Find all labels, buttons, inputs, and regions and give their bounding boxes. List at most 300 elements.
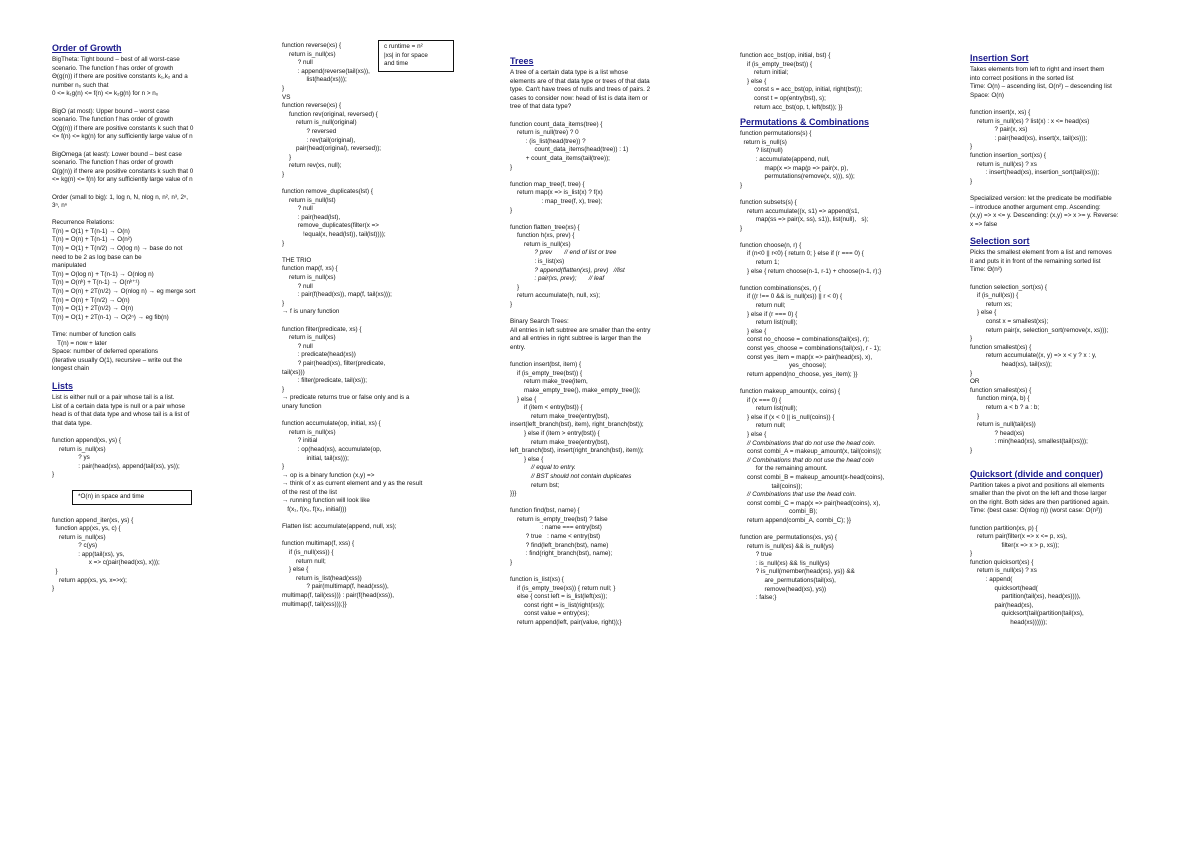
text-line: All entries in left subtree are smaller than the entry [510,326,651,334]
text-line: combi_B); [740,508,818,516]
text-line: return is_list(head(xss)) [282,574,362,582]
lists-heading: Lists [52,380,74,391]
text-line [282,412,482,421]
text-line: tail(xs))) [282,368,305,376]
text-line: and all entries in right subtree is larger than the [510,335,642,343]
text-line: scenario. The function f has order of growth [52,159,174,167]
text-line: Space: number of deferred operations [52,348,159,356]
text-line: function accumulate(op, initial, xs) { [282,420,381,428]
text-line: } [510,558,513,566]
text-line: : pair(xs, prev); // leaf [510,275,605,283]
text-line: Time: number of function calls [52,331,136,338]
text-line: and time [384,60,409,68]
text-line: function h(xs, prev) { [510,232,575,240]
text-line: return is_null(xs) [282,334,336,342]
text-line: return bst; [510,481,560,489]
text-line: function app(xs, ys, c) { [52,525,121,533]
text-line [970,186,1165,195]
text-line: ? c(ys) [52,542,98,550]
text-line: BigTheta: Tight bound – best of all worst-case [52,56,180,63]
text-line: OR [970,378,980,386]
text-line: } [740,181,743,189]
text-line: T(n) = O(1) + 2T(n-1) → O(2ⁿ) → eg fib(n) [52,313,169,321]
text-line: } else { [510,395,537,403]
text-line: return map(x => is_list(x) ? f(x) [510,189,603,197]
text-line: function insertion_sort(xs) { [970,151,1046,159]
text-line: 3ⁿ, nⁿ [52,202,68,210]
text-line: BigO (at most): Upper bound – worst case [52,107,170,115]
text-line [510,112,705,121]
text-line: head(xs)))))); [970,619,1047,627]
text-line: remove(head(xs), ys)) [740,585,827,593]
text-line: smaller than the pivot on the left and those larger [970,490,1107,498]
text-line: const yes_item = map(x => pair(head(xs), x), [740,353,873,361]
text-line: const combi_C = map(x => pair(head(coins), x), [740,499,881,507]
text-line: return is_null(original) [282,119,357,127]
text-line: Flatten list: accumulate(append, null, xs); [282,523,397,531]
text-line: pair(head(original), reversed)); [282,145,382,153]
text-line: multimap(f, tail(xss))) : pair(f(head(xss)), [282,592,394,599]
text-line: function reverse(xs) { [282,102,342,110]
text-line: } else { [740,327,767,335]
text-line: initial, tail(xs))); [282,454,349,462]
list-functions-code [282,42,482,609]
text-line [282,180,482,189]
text-line: return null; [740,302,786,310]
text-line: } [282,239,285,247]
text-line: Ω(g(n)) if there are positive constants k such that 0 [52,167,194,175]
text-line: scenario. The function f has order of growth [52,64,174,72]
text-line: : append(reverse(tail(xs)), [282,67,370,75]
text-line [52,211,242,220]
text-line: : predicate(head(xs)) [282,351,356,359]
text-line: ? reversed [282,127,337,135]
text-line: ? pair(multimap(f, head(xss)), [282,583,389,591]
text-line: return accumulate((x, y) => x < y ? x : y, [970,352,1097,360]
text-line: tree of that data type? [510,103,572,111]
text-line: return is_null(s) [740,138,787,146]
text-line: const value = entry(xs); [510,610,590,618]
text-line [970,275,1165,284]
text-line: head is of that data type and whose tail is a list of [52,411,190,419]
text-line: : pair(head(xs), append(tail(xs), ys)); [52,462,180,470]
text-line: } [510,206,513,214]
text-line: function multimap(f, xss) { [282,540,355,548]
text-line: elements are of that data type or trees of that data [510,77,650,85]
text-line: filter(x => x > p, xs)); [970,541,1060,549]
text-line: O(g(n)) if there are positive constants k such that 0 [52,124,194,132]
text-line: const combi_B = makeup_amount(x-head(coins), [740,473,885,481]
text-line: → op is a binary function (x,y) => [282,471,375,479]
text-line: → f is unary function [282,308,340,316]
text-line: → think of x as current element and y as the result [282,480,423,488]
text-line: function combinations(xs, r) { [740,284,821,292]
text-line: + count_data_items(tail(tree)); [510,154,610,162]
text-line: ? list(null) [740,147,783,155]
column-5 [970,52,1165,628]
text-line: : is_null(xs) && !is_null(ys) [740,559,830,567]
text-line: return make_tree(entry(bst), [510,438,610,446]
text-line [282,248,482,257]
text-line: } [52,471,55,479]
text-line: Recurrence Relations: [52,219,115,227]
text-line [510,215,705,224]
runtime-note-box [378,40,454,72]
text-line: : append( [970,576,1013,584]
text-line: Space: O(n) [970,91,1004,99]
text-line: } [510,301,513,309]
text-line: : accumulate(append, null, [740,155,830,163]
text-line: // BST should not contain duplicates [510,472,632,480]
text-line: function smallest(xs) { [970,386,1032,394]
text-line [52,185,242,194]
text-line [52,142,242,151]
text-line: c runtime = n² [384,43,423,50]
text-line: cases to consider now: head of list is data item or [510,94,648,102]
text-line: function choose(n, r) { [740,241,802,249]
text-line [740,233,940,242]
text-line: return list(null); [740,319,798,327]
text-line: return is_null(xs) [52,445,106,453]
text-line: : is_list(xs) [510,258,565,266]
text-line: : op(head(xs), accumulate(op, [282,445,382,453]
text-line [970,100,1165,109]
text-line: !equal(x, head(lst)), tail(lst)))); [282,231,386,239]
text-line: // equal to entry. [510,464,576,472]
text-line: T(n) = O(n) + T(n/2) → O(n) [52,296,130,304]
text-line: Time: O(n) – ascending list, O(n²) – descending list [970,83,1112,91]
text-line: : name === entry(bst) [510,524,602,532]
text-line: if (n<0 || r<0) { return 0; } else if (r === 0) { [740,250,864,258]
text-line: T(n) = O(n) + 2T(n/2) → O(nlog n) → eg merge sort [52,288,196,296]
text-line: // Combinations that do not use the head coin. [740,439,876,447]
text-line: if (x === 0) { [740,396,782,404]
text-line: } else { [740,77,767,85]
text-line: : filter(predicate, tail(xs)); [282,377,368,385]
text-line: (x,y) => x <= y. Descending: (x,y) => x >= y. Reverse: [970,212,1119,220]
text-line: ? null [282,205,313,213]
text-line: are_permutations(tail(xs), [740,577,836,585]
text-line: Θ(g(n)) if there are positive constants k₁,k₂ and a [52,73,188,81]
text-line: for the remaining amount. [740,465,828,473]
acc-bst-code [740,52,940,112]
text-line: function rev(original, reversed) { [282,110,378,118]
selection-sort-text [970,249,1165,455]
text-line: ? is_null(member(head(xs), ys)) && [740,568,855,576]
text-line: } [970,446,973,454]
text-line: T(n) = O(log n) + T(n-1) → O(nlog n) [52,270,154,278]
text-line: – introduce another argument cmp. Ascending: [970,203,1101,211]
text-line: ? append(flatten(xs), prev) //list [510,266,625,274]
text-line: Partition takes a pivot and positions all elements [970,481,1105,489]
text-line [740,276,940,285]
text-line: ? null [282,59,313,67]
text-line: ? pair(x, xs) [970,126,1028,134]
text-line: return accumulate((x, s1) => append(s1, [740,207,860,215]
text-line: if (is_null(xss)) { [282,549,334,557]
text-line: List is either null or a pair whose tail is a list. [52,393,175,401]
text-line: function reverse(xs) { [282,42,342,49]
permutations-heading: Permutations & Combinations [740,117,870,128]
text-line: T(n) = now + later [52,339,107,347]
text-line: Order (small to big): 1, log n, N, nlog n, n², n³, 2ⁿ, [52,193,188,201]
text-line: function append(xs, ys) { [52,436,121,444]
text-line: function quicksort(xs) { [970,558,1034,566]
runtime-note [384,43,448,69]
text-line: head(xs), tail(xs)); [970,361,1052,368]
text-line: : false;} [740,594,777,602]
selection-sort-heading: Selection sort [970,236,1030,247]
text-line: return initial; [740,69,789,77]
text-line: return is_null(lst) [282,196,336,204]
text-line [740,525,940,534]
text-line: map(x => map(p => pair(x, p), [740,164,849,172]
text-line: return append(no_choose, yes_item); }} [740,370,858,378]
text-line: return is_null(xs) [282,428,336,436]
text-line: → running function will look like [282,497,370,505]
text-line: : map_tree(f, x), tree); [510,197,603,205]
column-1 [52,42,242,594]
text-line: } [970,177,973,185]
text-line: } [970,550,973,558]
text-line: quicksort(tail(partition(tail(xs), [970,610,1084,618]
lists-text [52,394,242,480]
text-line: } [282,84,285,92]
text-line: → predicate returns true or false only and is a [282,394,410,402]
text-line: x => false [970,220,998,228]
text-line: function insert(bst, item) { [510,361,582,369]
text-line: } [510,163,513,171]
insertion-sort-text [970,66,1165,229]
text-line: List of a certain data type is null or a pair whose [52,402,186,410]
text-line [510,310,705,319]
text-line: insert(left_branch(bst), item), right_branch(bst)); [510,421,644,429]
order-of-growth-heading: Order of Growth [52,43,122,53]
text-line: manipulated [52,262,87,270]
text-line: make_empty_tree(), make_empty_tree()); [510,386,641,394]
text-line: : pair(head(xs), insert(x, tail(xs))); [970,134,1088,142]
text-line: : find(right_branch(bst), name); [510,550,613,558]
text-line: const right = is_list(right(xs)); [510,601,605,609]
text-line: return is_null(tree) ? 0 [510,129,579,137]
column-2 [282,42,482,609]
text-line: return is_null(xs) [52,533,106,541]
order-of-growth-text [52,56,242,374]
text-line: return xs; [970,300,1012,308]
text-line: it and puts it in front of the remaining sorted list [970,257,1101,265]
text-line: <= kg(n) <= f(n) for any sufficiently large value of n [52,176,193,184]
trees-heading: Trees [510,56,534,66]
text-line: return is_null(xs) ? list(x) : x <= head(xs) [970,117,1090,125]
text-line: } else if (x < 0 || is_null(coins)) { [740,413,835,421]
text-line: } else if (r === 0) { [740,310,798,318]
text-line [52,322,242,331]
text-line: if (is_empty_tree(bst)) { [740,60,813,68]
text-line: return acc_bst(op, t, left(bst)); }} [740,103,843,111]
text-line: T(n) = O(1) + 2T(n/2) → O(n) [52,305,134,313]
text-line: pair(head(xs), [970,601,1034,609]
text-line: VS [282,93,291,101]
text-line: function filter(predicate, xs) { [282,325,362,333]
quicksort-text [970,482,1165,628]
text-line [282,532,482,541]
text-line: if (is_empty_tree(bst)) { [510,369,583,377]
text-line: tail(coins)); [740,482,803,490]
text-line [740,379,940,388]
text-line: T(n) = O(1) + T(n/2) → O(log n) → base do not [52,245,183,253]
text-line: return is_null(xs) [510,240,571,248]
trees-text [510,69,705,628]
text-line [282,515,482,524]
text-line: return 1; [740,259,780,267]
quicksort-heading: Quicksort (divide and conquer) [970,468,1104,479]
text-line: function selection_sort(xs) { [970,283,1047,291]
text-line: } [52,568,58,576]
text-line: const yes_choose = combinations(tail(xs), r - 1); [740,345,881,352]
text-line: Time: Θ(n²) [970,266,1002,274]
text-line: ? true : name < entry(bst) [510,533,601,541]
text-line: function partition(xs, p) { [970,524,1038,532]
text-line: Time: (best case: O(nlog n)) (worst case: O(n²)) [970,507,1103,515]
text-line: multimap(f, tail(xss)));}} [282,600,347,608]
text-line: const x = smallest(xs); [970,318,1049,326]
text-line: that data type. [52,419,92,427]
complexity-note: *O(n) in space and time [78,492,145,500]
text-line: } [970,369,973,377]
text-line: }}} [510,490,517,498]
permutations-text [740,130,940,603]
text-line [510,172,705,181]
text-line: BigOmega (at least): Lower bound – best case [52,150,182,158]
text-line: yes_choose); [740,362,827,370]
text-line: unary function [282,402,322,410]
text-line: ? prev // end of list or tree [510,249,617,257]
text-line: const combi_A = makeup_amount(x, tail(coins)); [740,448,882,456]
text-line: count_data_items(head(tree)) : 1) [510,146,629,154]
text-line: } [282,153,292,161]
text-line: <= f(n) <= kg(n) for any sufficiently large value of n [52,133,193,141]
text-line: return is_null(xs) ? xs [970,567,1037,575]
text-line: ? find(left_branch(bst), name) [510,541,609,549]
text-line: } else { [510,455,544,463]
text-line: function makeup_amount(x, coins) { [740,387,841,395]
text-line: function map(f, xs) { [282,265,338,273]
text-line: // Combinations that use the head coin. [740,491,857,499]
text-line: const s = acc_bst(op, initial, right(bst)); [740,86,862,94]
text-line: entry. [510,344,526,351]
text-line: : pair(f(head(xs)), map(f, tail(xs))); [282,291,392,299]
text-line: } [740,224,743,232]
text-line: Binary Search Trees: [510,318,569,326]
text-line: function remove_duplicates(lst) { [282,188,374,196]
text-line: T(n) = O(nᵏ) + T(n-1) → O(nᵏ⁺¹) [52,279,140,287]
text-line: ? head(xs) [970,429,1025,437]
text-line: of the rest of the list [282,488,337,496]
text-line: T(n) = O(1) + T(n-1) → O(n) [52,227,130,235]
text-line: function acc_bst(op, initial, bst) { [740,52,831,59]
text-line: if (is_empty_tree(xs)) { return null; } [510,584,616,592]
text-line: 0 <= k₁g(n) <= f(n) <= k₂g(n) for n > n₀ [52,90,159,98]
text-line: list(head(xs))); [282,76,347,84]
text-line: function permutations(s) { [740,130,812,138]
text-line: // Combinations that do not use the head coin [740,456,874,464]
text-line: ? pair(head(xs), filter(predicate, [282,359,386,367]
text-line: ? null [282,282,313,290]
text-line: : pair(head(lst), [282,213,341,221]
text-line: function is_list(xs) { [510,576,564,584]
text-line: : app(tail(xs), ys, [52,550,125,558]
text-line: ? initial [282,437,318,445]
text-line: } [282,170,285,178]
text-line: Specialized version: let the predicate be modifiable [970,194,1112,202]
complexity-note-box [72,490,192,505]
text-line: return is_null(xs) [282,50,336,58]
text-line: partition(tail(xs), head(xs)))), [970,593,1081,601]
text-line: longest chain [52,365,90,373]
text-line: T(n) = O(n) + T(n-1) → O(n²) [52,236,133,244]
text-line: function flatten_tree(xs) { [510,223,580,231]
text-line: remove_duplicates(filter(x => [282,222,379,230]
text-line: : insert(head(xs), insertion_sort(tail(xs))); [970,169,1100,177]
column-3 [510,55,705,628]
insertion-sort-heading: Insertion Sort [970,53,1029,63]
text-line: return is_null(tail(xs)) [970,421,1036,429]
text-line: } [52,585,55,593]
text-line: } [970,143,973,151]
text-line: left_branch(bst), insert(right_branch(bst), item)); [510,447,644,455]
text-line [510,567,705,576]
text-line: function min(a, b) { [970,395,1030,403]
text-line: return is_empty_tree(bst) ? false [510,515,608,523]
text-line: const no_choose = combinations(tail(xs), r); [740,336,869,344]
text-line [510,499,705,508]
text-line: } else { return choose(n-1, r-1) + choose(n-1, r);} [740,267,882,275]
text-line: return append(left, pair(value, right));} [510,619,622,626]
text-line: return a < b ? a : b; [970,403,1040,411]
text-line: return append(combi_A, combi_C); }} [740,516,851,524]
text-line: return make_tree(entry(bst), [510,412,610,420]
text-line: return list(null); [740,405,798,413]
text-line: : rev(tail(original), [282,136,356,144]
text-line: } [970,335,973,343]
text-line: } else if (item > entry(bst)) { [510,429,600,437]
text-line: map(ss => pair(x, ss), s1)), list(null), s); [740,216,869,224]
text-line [970,516,1165,525]
text-line: } [510,283,520,291]
text-line: permutations(remove(x, s))), s)); [740,173,855,181]
text-line: ? true [740,551,772,559]
text-line: function are_permutations(xs, ys) { [740,534,837,542]
text-line: function smallest(xs) { [970,343,1032,351]
text-line: } else { [970,309,997,317]
text-line: return is_null(xs) && is_null(ys) [740,542,834,550]
text-line: return app(xs, ys, x=>x); [52,576,127,584]
text-line: return rev(xs, null); [282,162,342,170]
text-line: } [282,385,285,393]
text-line: } [970,412,980,420]
text-line: return accumulate(h, null, xs); [510,292,600,300]
column-4 [740,52,940,603]
text-line: on the right. Both sides are then partitioned again. [970,498,1110,506]
text-line: THE TRIO [282,256,312,264]
text-line: return pair(x, selection_sort(remove(x, xs))); [970,326,1109,334]
text-line: return pair(filter(x => x <= p, xs), [970,533,1067,541]
text-line: x => c(pair(head(xs), x))); [52,559,160,567]
text-line: } [282,299,285,307]
append-iter-code [52,517,242,594]
text-line [510,353,705,362]
text-line [52,428,242,437]
